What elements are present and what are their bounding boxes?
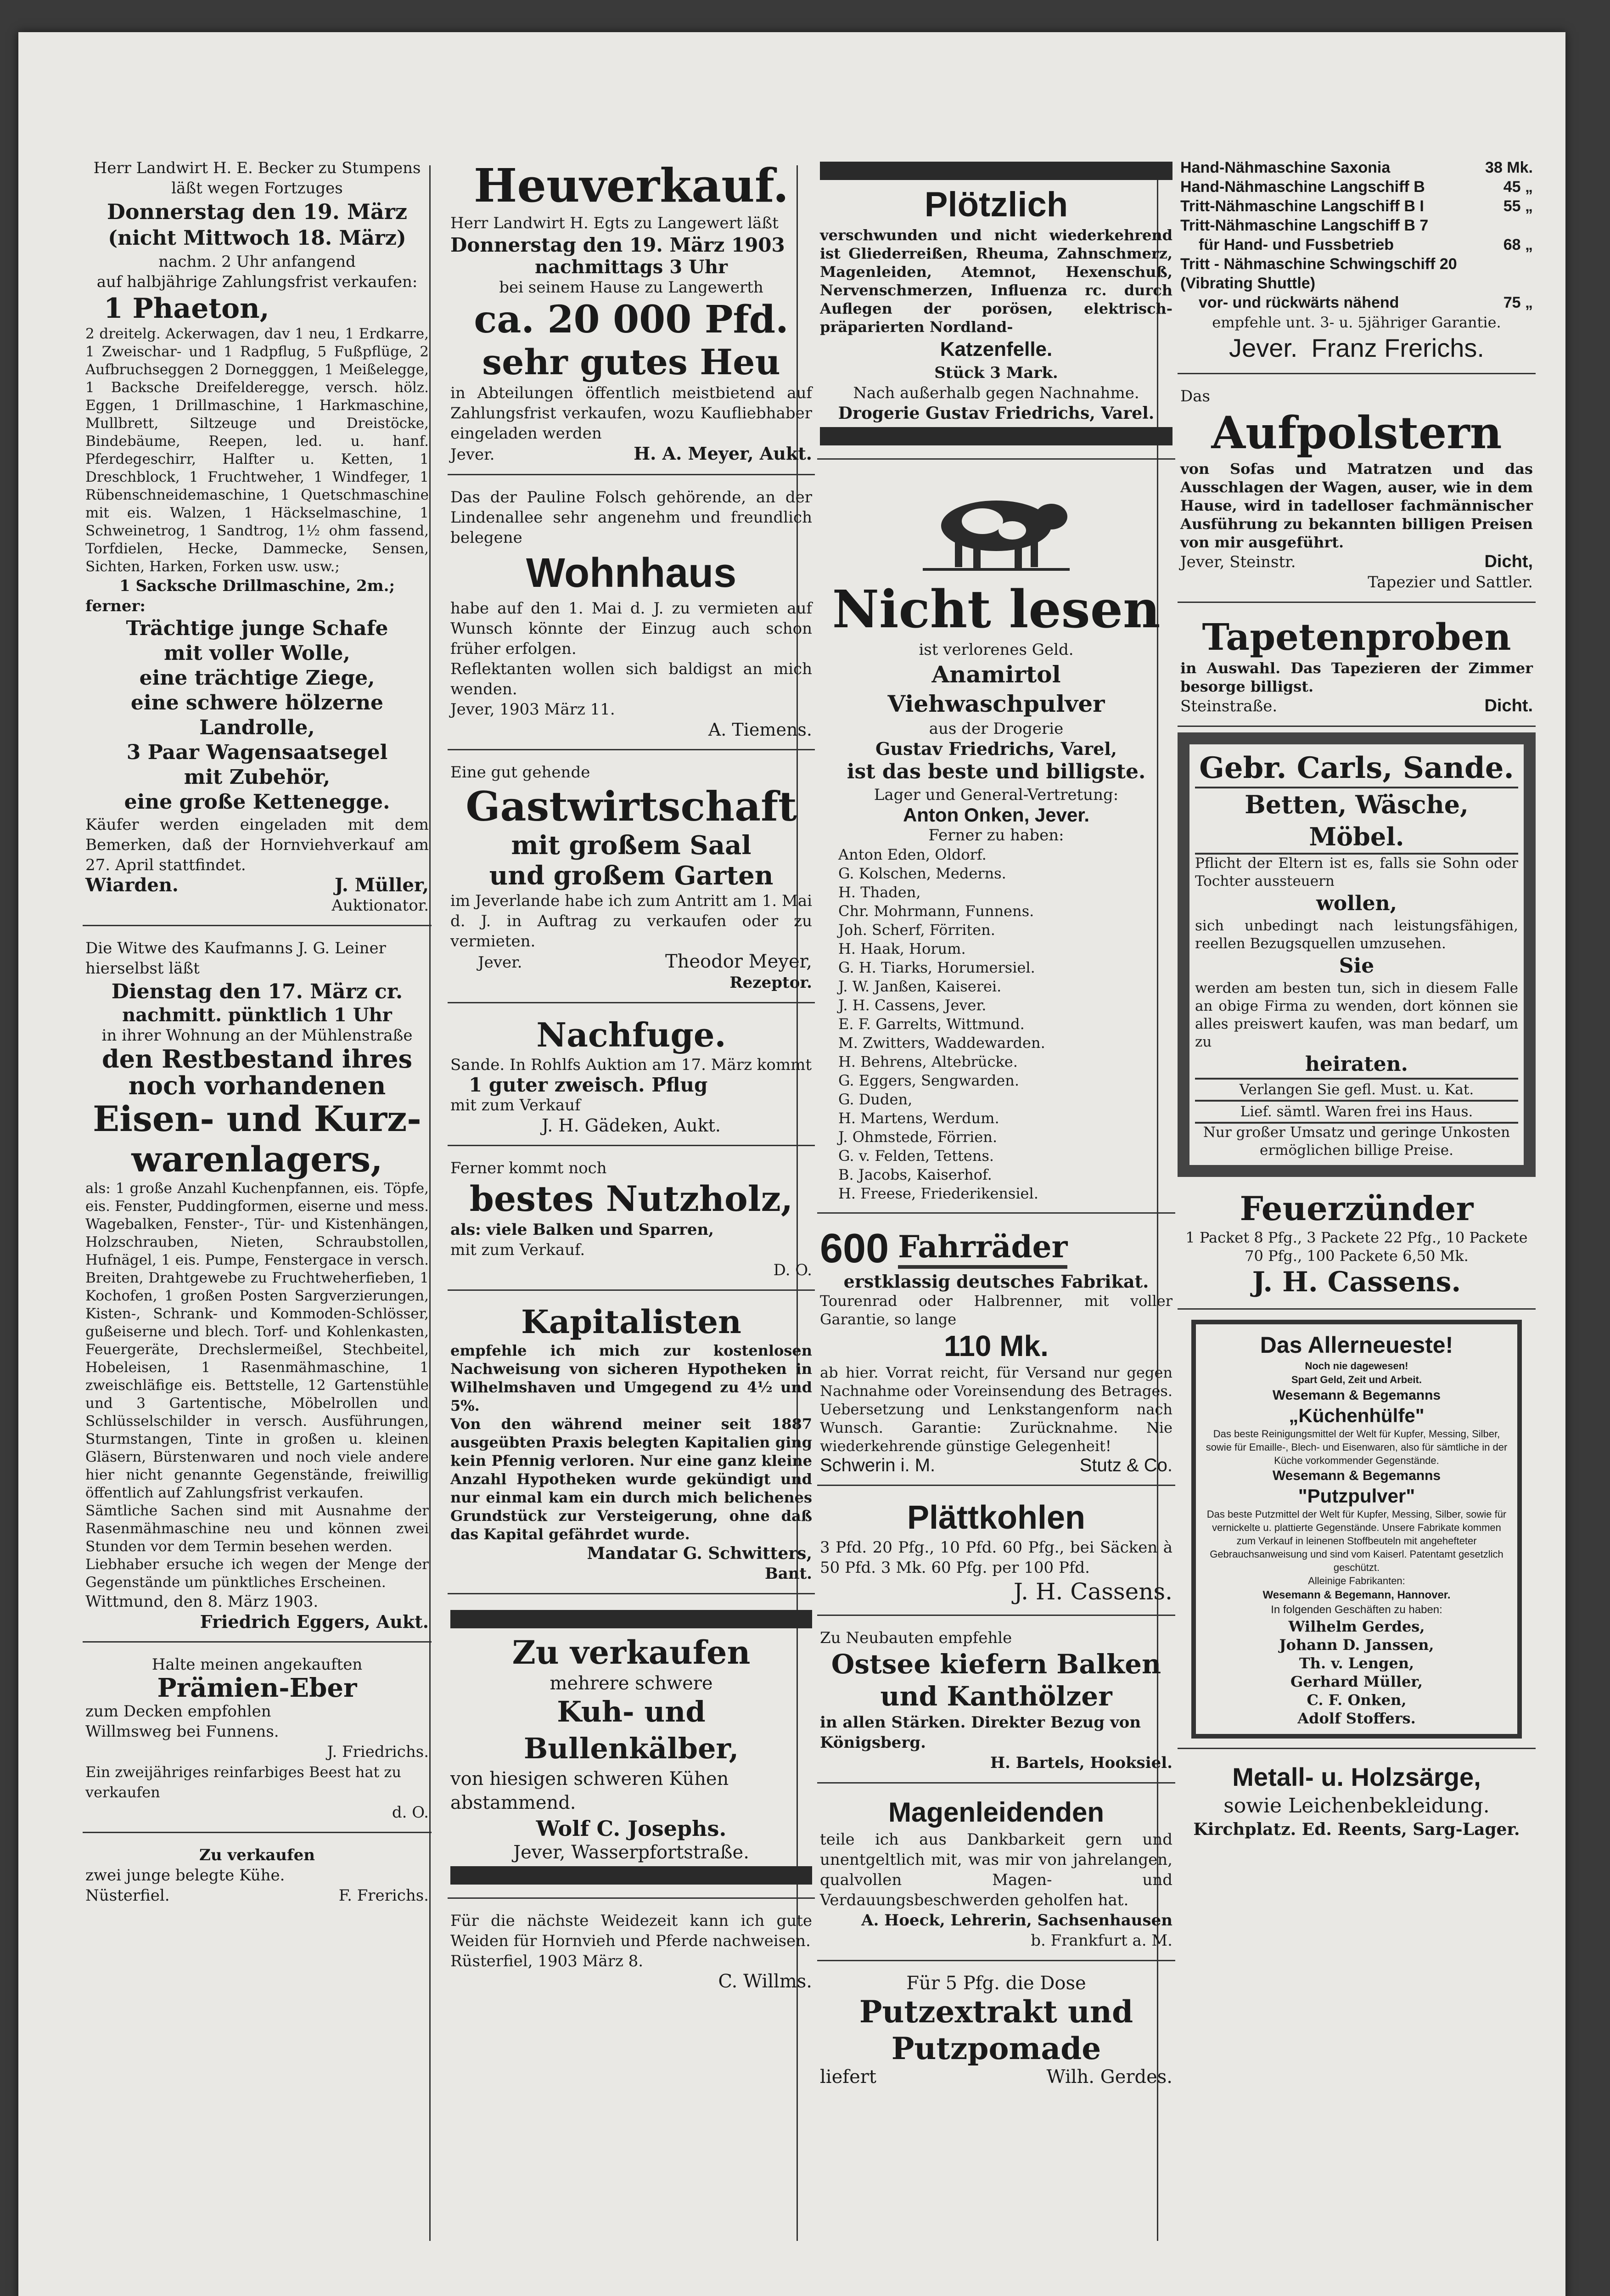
auction-terms: auf halbjährige Zahlungsfrist verkaufen: [96,273,418,291]
signer: Theodor Meyer, [665,951,812,972]
signer: Dicht. [1484,696,1533,715]
ad-nachfuge [448,1009,815,1146]
ad-title: Tapetenproben [1202,615,1511,658]
ad-date: Wittmund, den 8. März 1903. [85,1593,319,1611]
animal-line: mit Zubehör, [184,765,331,789]
ad-frame [1191,1320,1522,1739]
headline: den Restbestand ihres [101,1044,412,1074]
ad-title: Fahrräder [898,1228,1067,1269]
signer: H. Bartels, Hooksiel. [990,1754,1172,1772]
ad-feuerzuender [1178,1182,1536,1310]
product-price: 38 Mk. [1485,159,1533,176]
product-price: 75 „ [1503,294,1533,311]
newspaper-page [18,32,1565,2296]
ad-line: Ferner zu haben: [928,826,1064,844]
ad-body: Sande. In Rohlfs Auktion am 17. März kommt [450,1056,812,1074]
ad-kaelber [448,1600,815,1899]
ad-subtitle: Betten, Wäsche, Möbel. [1195,788,1518,855]
ad-headline: Ostsee kiefern Balken [831,1649,1161,1680]
ad-intro: Das der Pauline Folsch gehörende, an der Lindenallee sehr angenehm und freundlich belegene [450,488,812,547]
place: Jever, Wasserpfortstraße. [513,1842,749,1863]
ad-line: Verlangen Sie gefl. Must. u. Kat. [1195,1080,1518,1102]
auction-date: Donnerstag den 19. März [107,199,408,224]
ad-leiner-auction [83,932,432,1643]
ad-kuehe [83,1839,432,1915]
list-item: Joh. Scherf, Förriten. [838,921,995,939]
ad-line: und großem Garten [489,861,774,891]
list-item: H. Martens, Werdum. [838,1109,999,1127]
ad-intro: Herr Landwirt H. Egts zu Langewert läßt [450,214,779,232]
ad-line: mit zum Verkauf. [450,1241,585,1259]
item-list: 2 dreitelg. Ackerwagen, dav 1 neu, 1 Erdkarre, 1 Zweischar- und 1 Radpflug, 5 Fußpflüge, 2 Aufbruchseggen 2 Dornegggen, 1 Meißelegge, 1 Backsche Dreifelderegge, versch. hölz. Eggen, 1 Drillmaschine, 1 Harkmaschine, Mullbrett, Siltzeuge und Dreistöcke, Bindebäume, Reepen, led. u. hanf. Pferdegeschirr, Halfter u. Ketten, 1 Dreschblock, 1 Fruchtweher, 1 Windfeger, 1 Rübenschneidemaschine, 1 Quetschmaschine mit eis. Walzen, 1 Häckselmaschine, 1 Schweinetrog, 1 Sandtrog, 1½ ohm fassend, Torfdielen, Hecke, Dammecke, Sensen, Sichten, Harken, Forken usw. usw.; [85,326,429,575]
ad-note: Liebhaber ersuche ich wegen der Menge der Gegenstände um pünktliches Erscheinen. [85,1556,429,1591]
headline: Eisen- und Kurz- [93,1098,421,1139]
ad-header [820,1226,1172,1272]
ad-line: mit großem Saal [511,830,752,861]
headline: noch vorhandenen [128,1071,386,1100]
auction-place: in ihrer Wohnung an der Mühlenstraße [101,1026,413,1045]
column-4 [1178,152,1536,2264]
ad-note: empfehle unt. 3- u. 5jähriger Garantie. [1212,314,1501,331]
signer: Stutz & Co. [1079,1455,1172,1475]
shop-name: Adolf Stoffers. [1297,1710,1416,1727]
ad-note: Nach außerhalb gegen Nachnahme. [853,384,1139,402]
ad-title: Das Allerneueste! [1260,1332,1453,1358]
shop-name: Wilhelm Gerdes, [1288,1618,1425,1635]
list-item: H. Behrens, Altebrücke. [838,1053,1018,1070]
list-item: J. H. Cassens, Jever. [838,996,987,1014]
signer: J. Friedrichs. [327,1743,429,1761]
ad-title: Plättkohlen [907,1499,1086,1536]
ad-line: mehrere schwere [550,1673,713,1694]
ad-body: sich unbedingt nach leistungsfähigen, reellen Bezugsquellen umzusehen. [1195,917,1518,952]
ad-body: Pflicht der Eltern ist es, falls sie Sohn oder Tochter aussteuern [1195,855,1518,889]
ad-date: Jever, 1903 März 11. [450,700,615,719]
column-1 [83,152,432,2264]
signature-row [820,2067,1172,2087]
ad-intro: Halte meinen angekauften [151,1655,363,1674]
place: Jever, Steinstr. [1180,553,1296,571]
ad-line: Alleinige Fabrikanten: [1308,1575,1405,1587]
signer: Wolf C. Josephs. [536,1816,727,1841]
ad-ostsee [817,1621,1175,1784]
price-row [1180,254,1533,293]
auction-time: nachmitt. pünktlich 1 Uhr [122,1004,392,1026]
ad-intro: Herr Landwirt H. E. Becker zu Stumpens läßt wegen Fortzuges [93,159,421,197]
ad-line: Lief. sämtl. Waren frei ins Haus. [1195,1102,1518,1124]
auction-date: Donnerstag den 19. März 1903 [450,234,785,256]
ad-item: 1 guter zweisch. Pflug [469,1074,708,1096]
ad-title: Gastwirtschaft [466,782,797,830]
ad-title: Wohnhaus [526,550,737,596]
ad-agent: Anton Onken, Jever. [903,804,1090,826]
ad-gastwirtschaft [448,756,815,1003]
signature-row [1180,696,1533,716]
ad-headline: Putzpomade [891,2031,1101,2066]
ad-nicht-lesen [817,465,1175,1214]
signer: F. Frerichs. [338,1886,429,1905]
headline: warenlagers, [131,1139,383,1180]
place: Jever. [478,953,522,972]
shop-name: Th. v. Lengen, [1299,1654,1414,1672]
animal-line: 3 Paar Wagensaatsegel [126,741,388,764]
ad-number: 600 [820,1226,889,1272]
ad-title: Zu verkaufen [199,1846,315,1864]
ad-intro: Die Witwe des Kaufmanns J. G. Leiner hierselbst läßt [85,939,386,978]
list-item: M. Zwitters, Waddewarden. [838,1034,1045,1052]
place: Wiarden. [85,874,179,896]
signer: Friedrich Eggers, Aukt. [200,1611,429,1632]
ad-body: verschwunden und nicht wiederkehrend ist Gliederreißen, Rheuma, Zahnschmerz, Magenleiden, Atemnot, Hexenschuß, Nervenschmerzen, Influenza rc. durch Auflegen der porösen, elektrisch-präparierten Nordland- [820,226,1172,336]
ad-headline: und Kanthölzer [880,1681,1112,1712]
item-list: als: 1 große Anzahl Kuchenpfannen, eis. Töpfe, eis. Fenster, Puddingformen, eiserne und mess. Wagebalken, Fenster-, Tür- und Kistenhängen, Holzschrauben, Nieten, Schraubstollen, Hufnägel, 1 eis. Pumpe, Fenstergace in versch. Breiten, Drahtgewebe zu Fruchtweherfieben, 1 Kochofen, 1 großen Posten Sargverzierungen, Kisten-, Schrank- und Kommoden-Schlösser, gußeiserne und blech. Torf- und Kohlenkasten, Feuergeräte, Drechslermeißel, Stechbeitel, Hobeleisen, 1 Rasenmähmaschine, 1 zweischläfige eis. Bettstelle, 12 Gartenstühle und 3 Gartentische, Möbelrollen und Schlüsselschilder in versch. Ausführungen, Sturmstangen, Tinte in großen u. kleinen Gläsern, Bürstenwaren und noch viele andere hier nicht genannte Gegenstände, freiwillig öffentlich auf Zahlungsfrist verkaufen. [85,1180,429,1501]
ad-title: Nicht lesen [832,580,1161,640]
ad-allerneueste [1178,1315,1536,1749]
ad-line: Willmsweg bei Funnens. [85,1722,279,1741]
ad-putzextrakt [817,1967,1175,2096]
product-name: Hand-Nähmaschine Langschiff B [1180,178,1425,196]
signer-role: Rezeptor. [729,974,812,992]
decor-bar [820,427,1172,445]
signature-row [85,1885,429,1906]
list-item: H. Haak, Horum. [838,940,966,957]
ad-item: Katzenfelle. [940,338,1053,360]
ad-naehmaschinen [1178,152,1536,374]
signer: J. H. Gädeken, Aukt. [541,1115,721,1136]
animal-line: mit voller Wolle, [164,642,350,665]
signer: Dicht, [1484,552,1533,571]
column-3 [817,152,1175,2264]
auction-date-note: (nicht Mittwoch 18. März) [108,226,406,250]
ad-line: Nur großer Umsatz und geringe Unkosten ermöglichen billige Preise. [1203,1124,1510,1159]
signer: H. A. Meyer, Aukt. [634,443,812,464]
item-headline: 1 Phaeton, [104,293,269,325]
place: Jever. [450,445,495,464]
ad-intro: Das [1180,387,1210,405]
ad-subtitle: erstklassig deutsches Fabrikat. [843,1271,1149,1292]
ad-weide [448,1904,815,2001]
product-name: "Putzpulver" [1298,1485,1415,1507]
ad-body: im Jeverlande habe ich zum Antritt am 1. Mai d. J. in Auftrag zu verkaufen oder zu vermieten. [450,892,812,951]
list-item: G. Kolschen, Mederns. [838,865,1006,882]
product-name: „Küchenhülfe" [1289,1405,1425,1426]
signature-row [1180,332,1533,364]
animal-line: Landrolle, [199,716,315,739]
ad-title: Aufpolstern [1211,407,1502,459]
product-name: für Hand- und Fussbetrieb [1199,236,1394,253]
list-item: G. Eggers, Sengwarden. [838,1072,1020,1089]
signer: Franz Frerichs. [1311,333,1484,362]
list-item: H. Thaden, [838,884,921,901]
ad-title: Magenleidenden [888,1797,1105,1828]
ad-line: Ein zweijähriges reinfarbiges Beest hat zu verkaufen [85,1763,402,1801]
ad-body: Reflektanten wollen sich baldigst an mich wenden. [450,660,812,698]
signature-row [450,444,812,465]
ad-price: 110 Mk. [944,1329,1049,1362]
ad-title: Plötzlich [924,185,1068,224]
ad-title: Zu verkaufen [512,1633,751,1671]
product-name: Anamirtol Viehwaschpulver [887,661,1105,717]
ad-body: Für die nächste Weidezeit kann ich gute Weiden für Hornvieh und Pferde nachweisen. [450,1912,812,1950]
auction-date: Dienstag den 17. März cr. [111,980,403,1003]
ad-body: in allen Stärken. Direkter Bezug von Königsberg. [820,1713,1141,1752]
place: Nüsterfiel. [85,1886,170,1905]
list-item: Chr. Mohrmann, Funnens. [838,902,1034,920]
ad-body: ab hier. Vorrat reicht, für Versand nur gegen Nachnahme oder Voreinsendung des Betrages. Uebersetzung und Lenkstangenform nach Wunsch. Garantie: Zurücknahme. Nie wiederkehrende günstige Gelegenheit! [820,1364,1172,1455]
ad-emphasis: heiraten. [1195,1051,1518,1080]
quality: sehr gutes Heu [482,342,780,383]
cow-illustration [914,475,1079,576]
ad-intro: Eine gut gehende [450,763,590,782]
price-row [1180,235,1533,254]
ad-body: in Abteilungen öffentlich meistbietend auf Zahlungsfrist verkaufen, wozu Kaufliebhaber eingeladen werden [450,384,812,443]
price-row [1180,293,1533,312]
list-item: Anton Eden, Oldorf. [838,846,987,863]
ad-title: Kapitalisten [521,1303,741,1341]
animal-line: eine große Kettenegge. [124,790,390,814]
firm-name: Wesemann & Begemanns [1272,1388,1441,1403]
ad-line: mit zum Verkauf [450,1096,581,1114]
shop-name: C. F. Onken, [1307,1691,1407,1709]
signature-row [450,951,812,973]
ad-ploetzlich [817,152,1175,460]
signer-role: Bant. [764,1564,812,1583]
animals-list [85,616,429,815]
list-item: B. Jacobs, Kaiserhof. [838,1166,992,1183]
ad-seller: Drogerie Gustav Friedrichs, Varel. [838,404,1155,423]
signature-row [85,875,429,895]
price-row [1180,216,1533,235]
ad-body: Von den während meiner seit 1887 ausgeübten Praxis belegten Kapitalien ging kein Pfennig verloren. Nur eine ganz kleine Anzahl Hypotheken wurde gekündigt und nur einmal kam ein durch mich belichenes Grundstück zur Versteigerung, ohne daß das Kapital gefährdet wurde. [450,1415,812,1543]
ad-saerge [1178,1755,1536,1849]
animal-line: Trächtige junge Schafe [126,617,388,640]
ad-wohnhaus [448,481,815,750]
list-item: J. Ohmstede, Förrien. [838,1128,998,1146]
ad-body: empfehle ich mich zur kostenlosen Nachweisung von sicheren Hypotheken in Wilhelmshaven und Umgegend zu 4½ und 5%. [450,1342,812,1414]
firm-name: Wesemann & Begemanns [1272,1468,1441,1483]
signer: J. H. Cassens. [1013,1578,1172,1605]
auction-place: bei seinem Hause zu Langewerth [499,278,763,297]
shop-name: Gerhard Müller, [1290,1673,1423,1690]
place: Steinstraße. [1180,697,1278,715]
ad-plaettkohlen [817,1491,1175,1616]
signer: J. Müller, [335,874,429,896]
amount: ca. 20 000 Pfd. [474,298,789,342]
product-name: Hand-Nähmaschine Saxonia [1180,159,1391,176]
ad-intro: Für 5 Pfg. die Dose [906,1973,1086,1994]
product-name: Tritt - Nähmaschine Schwingschiff 20 (Vibrating Shuttle) [1180,255,1457,292]
place: b. Frankfurt a. M. [1031,1931,1172,1950]
manufacturer: Wesemann & Begemann, Hannover. [1262,1589,1451,1601]
product-name: Tritt-Nähmaschine Langschiff B I [1180,197,1424,215]
ad-eber [83,1648,432,1833]
product-price: 68 „ [1503,236,1533,253]
decor-bar [450,1866,812,1885]
list-item: J. W. Janßen, Kaiserei. [838,978,1002,995]
ad-line: aus der Drogerie [929,720,1064,738]
ad-intro: Ferner kommt noch [450,1159,607,1177]
ad-line: als: viele Balken und Sparren, [450,1221,714,1239]
auction-time: nachm. 2 Uhr anfangend [158,253,356,271]
ad-heuverkauf [448,152,815,475]
ad-title: Metall- u. Holzsärge, [1232,1762,1481,1791]
ad-date: Rüsterfiel, 1903 März 8. [450,1952,644,1970]
ad-line: von hiesigen schweren Kühen abstammend. [450,1768,729,1813]
list-item: H. Freese, Friederikensiel. [838,1185,1038,1202]
item-drill: 1 Sacksche Drillmaschine, 2m.; [119,577,395,595]
ad-line: sowie Leichenbekleidung. [1223,1794,1490,1818]
animal-line: eine schwere hölzerne [130,691,384,715]
ad-body: in Auswahl. Das Tapezieren der Zimmer besorge billigst. [1180,659,1533,695]
ad-tapetenproben [1178,608,1536,727]
ad-title: Prämien-Eber [157,1673,357,1703]
signature-row [820,1455,1172,1475]
ad-price: Stück 3 Mark. [934,364,1058,382]
ad-body: werden am besten tun, sich in diesem Falle an obige Firma zu wenden, dort können sie alles preiswert kaufen, was man bedarf, um zu [1195,980,1518,1050]
ad-gebr-carls [1178,732,1536,1177]
ad-headline: Putzextrakt und [859,1994,1133,2030]
signer: A. Hoeck, Lehrerin, Sachsenhausen [861,1911,1172,1930]
ad-body: 1 Packet 8 Pfg., 3 Packete 22 Pfg., 10 Packete 70 Pfg., 100 Packete 6,50 Mk. [1185,1229,1528,1265]
place: Jever. [1229,333,1298,362]
signer: A. Tiemens. [708,720,812,740]
product-price: 55 „ [1503,197,1533,215]
ad-seller: Gustav Friedrichs, Varel, [875,738,1117,759]
ad-fahrraeder [817,1219,1175,1486]
signer: C. Willms. [718,1971,812,1992]
animal-line: eine trächtige Ziege, [139,666,375,690]
column-2 [448,152,815,2264]
decor-bar [450,1610,812,1628]
ad-line: zum Decken empfohlen [85,1702,271,1721]
list-item: G. H. Tiarks, Horumersiel. [838,959,1035,976]
list-item: G. Duden, [838,1091,913,1108]
list-item: E. F. Garrelts, Wittmund. [838,1015,1025,1033]
ad-nutzholz [448,1152,815,1291]
ad-body: teile ich aus Dankbarkeit gern und unentgeltlich mit, was mir von jahrelangen, qualvollen Magen- und Verdauungsbeschwerden geholfen hat. [820,1830,1172,1909]
ad-line: Noch nie dagewesen! [1305,1360,1408,1372]
ad-title: Heuverkauf. [473,158,789,213]
product-desc: Das beste Putzmittel der Welt für Kupfer, Messing, Silber, sowie für vernickelte u. plattierte Gegenstände. Unsere Fabrikate kommen zum Verkauf in leinenen Stoffbeuteln mit angehefteter Gebrauchsanweisung und sind vom Kaiserl. Patentamt gesetzlich geschützt. [1206,1508,1507,1573]
place: Schwerin i. M. [820,1455,936,1475]
ad-becker-auction [83,152,432,926]
ad-emphasis: Sie [1339,954,1374,978]
ad-line: Lager und General-Vertretung: [874,786,1119,804]
signer: D. O. [773,1261,812,1279]
product-desc: Das beste Reinigungsmittel der Welt für Kupfer, Messing, Silber, sowie für Emaille-, Blech- und Eisenwaren, also für sämtliche in der Küche vorkommender Gegenstände. [1206,1428,1508,1466]
ad-title: Nachfuge. [536,1015,726,1054]
ad-aufpolstern [1178,380,1536,603]
ad-title: Gebr. Carls, Sande. [1195,750,1518,788]
decor-bar [820,162,1172,180]
ad-note: Sämtliche Sachen sind mit Ausnahme der Rasenmähmaschine neu und können zwei Stunden vor dem Termin besehen werden. [85,1503,429,1555]
ad-intro: Zu Neubauten empfehle [820,1629,1012,1647]
signer: d. O. [392,1803,429,1822]
ad-body: 3 Pfd. 20 Pfg., 10 Pfd. 60 Pfg., bei Säcken à 50 Pfd. 3 Mk. 60 Pfg. per 100 Pfd. [820,1538,1172,1577]
signer: J. H. Cassens. [1252,1266,1461,1298]
product-price: 45 „ [1503,178,1533,196]
signer: Mandatar G. Schwitters, [587,1544,812,1563]
ad-note: Käufer werden eingeladen mit dem Bemerken, daß der Hornviehverkauf am 27. April stattfindet. [85,816,429,874]
auction-time: nachmittags 3 Uhr [534,256,728,278]
product-name: Tritt-Nähmaschine Langschiff B 7 [1180,217,1429,234]
ad-line: liefert [820,2066,876,2088]
ad-line: Spart Geld, Zeit und Arbeit. [1291,1374,1422,1385]
price-row [1180,158,1533,177]
ad-body: habe auf den 1. Mai d. J. zu vermieten auf Wunsch könnte der Einzug auch schon früher erfolgen. [450,599,812,658]
list-item: G. v. Felden, Tettens. [838,1147,994,1165]
price-row [1180,197,1533,216]
signer-role: Auktionator. [331,896,429,915]
signature-row [1180,551,1533,572]
ad-title: Feuerzünder [1240,1189,1474,1228]
ad-title: bestes Nutzholz, [469,1178,793,1219]
ad-line: ist verlorenes Geld. [919,641,1074,659]
ad-line: zwei junge belegte Kühe. [85,1866,285,1885]
ad-body: von Sofas und Matratzen und das Ausschlagen der Wagen, auser, wie in dem Hause, wird in tadelloser fachmännischer Ausführung zu bekannten billigen Preisen von mir ausgeführt. [1180,460,1533,551]
ad-body: Tourenrad oder Halbrenner, mit voller Garantie, so lange [820,1292,1172,1328]
signer-role: Tapezier und Sattler. [1368,573,1533,591]
ad-kapitalisten [448,1296,815,1594]
ad-headline: Kuh- und Bullenkälber, [523,1695,739,1765]
ad-emphasis: wollen, [1316,892,1397,915]
ferner-label: ferner: [85,597,146,615]
dealer-list [820,845,1172,1203]
product-name: vor- und rückwärts nähend [1199,294,1399,311]
shop-name: Johann D. Janssen, [1279,1636,1434,1654]
ad-line: In folgenden Geschäften zu haben: [1271,1604,1442,1616]
ad-magenleidenden [817,1789,1175,1961]
signer: Wilh. Gerdes. [1046,2066,1172,2088]
ad-line: Kirchplatz. Ed. Reents, Sarg-Lager. [1193,1820,1520,1839]
price-row [1180,177,1533,197]
ad-claim: ist das beste und billigste. [847,760,1146,783]
